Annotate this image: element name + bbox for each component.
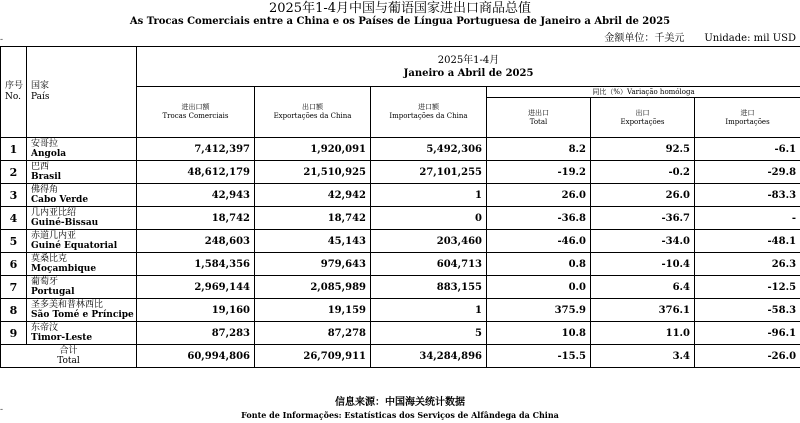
country-name-cn: 几内亚比绍 [31,208,77,218]
col-label-cn: 进出口 [528,108,549,117]
total-trade-value: 60,994,806 [137,345,255,368]
yoy-total-value: 375.9 [487,299,591,322]
country-name-cn: 东帝汶 [31,323,59,333]
table-row [1,299,800,322]
total-label-cn: 合计 [59,346,78,356]
col-label-pt: Exportações da China [273,112,352,120]
total-yoy-total-value: -15.5 [487,345,591,368]
total-yoy-export-value: 3.4 [591,345,695,368]
country-name-cn: 莫桑比克 [31,254,68,264]
col-header-yoy-total [487,98,591,138]
import-value: 0 [371,207,487,230]
page-edge-mark: - [0,405,4,415]
table-row [1,161,800,184]
yoy-import-value: -12.5 [695,276,800,299]
col-header-imports [371,87,487,138]
unit-label-cn: 金额单位：千美元 [604,33,685,44]
col-seq-cn: 序号 [5,81,24,91]
total-label-pt: Total [57,356,80,366]
yoy-total-value: -36.8 [487,207,591,230]
yoy-import-value: -58.3 [695,299,800,322]
yoy-export-value: 92.5 [591,138,695,161]
table-row [1,207,800,230]
source-note-pt: Fonte de Informações: Estatísticas dos Serviços de Alfândega da China [241,410,559,420]
export-value: 21,510,925 [255,161,371,184]
col-label-pt: Trocas Comerciais [162,112,229,120]
row-index: 4 [1,207,27,230]
col-header-country [27,47,137,138]
trade-value: 19,160 [137,299,255,322]
row-index: 3 [1,184,27,207]
country-name-cn: 巴西 [31,162,50,172]
table-body [1,138,800,368]
col-label-cn: 进出口额 [181,103,210,111]
header-row-period [1,47,800,87]
export-value: 45,143 [255,230,371,253]
total-import-value: 34,284,896 [371,345,487,368]
yoy-import-value: -29.8 [695,161,800,184]
country-name-pt: Angola [31,149,67,159]
yoy-import-value: - [695,207,800,230]
col-country-cn: 国家 [31,81,50,91]
row-index: 6 [1,253,27,276]
yoy-total-value: -46.0 [487,230,591,253]
import-value: 883,155 [371,276,487,299]
country-cell [27,207,137,230]
period-header [137,47,800,87]
country-cell [27,138,137,161]
import-value: 27,101,255 [371,161,487,184]
country-cell [27,184,137,207]
yoy-import-value: -83.3 [695,184,800,207]
trade-value: 1,584,356 [137,253,255,276]
table-row [1,322,800,345]
yoy-import-value: -6.1 [695,138,800,161]
import-value: 604,713 [371,253,487,276]
country-cell [27,276,137,299]
import-value: 5,492,306 [371,138,487,161]
yoy-export-value: -0.2 [591,161,695,184]
country-name-pt: Moçambique [31,264,97,274]
col-label-pt: Exportações [620,117,665,126]
source-note-cn: 信息来源：中国海关统计数据 [335,397,465,408]
yoy-export-value: 6.4 [591,276,695,299]
page-edge-mark: - [0,35,4,45]
yoy-export-value: -36.7 [591,207,695,230]
trade-table [0,46,800,368]
country-name-cn: 葡萄牙 [31,277,59,287]
yoy-total-value: 0.8 [487,253,591,276]
yoy-total-value: 26.0 [487,184,591,207]
yoy-export-value: 376.1 [591,299,695,322]
country-name-pt: Brasil [31,172,62,182]
total-yoy-import-value: -26.0 [695,345,800,368]
trade-value: 48,612,179 [137,161,255,184]
trade-value: 42,943 [137,184,255,207]
col-header-yoy-imports [695,98,800,138]
country-name-pt: Portugal [31,287,75,297]
yoy-total-value: -19.2 [487,161,591,184]
yoy-import-value: -96.1 [695,322,800,345]
export-value: 1,920,091 [255,138,371,161]
country-name-pt: São Tomé e Príncipe [31,310,134,320]
country-cell [27,322,137,345]
yoy-export-value: -10.4 [591,253,695,276]
row-index: 1 [1,138,27,161]
table-row [1,184,800,207]
row-index: 7 [1,276,27,299]
trade-value: 2,969,144 [137,276,255,299]
trade-value: 7,412,397 [137,138,255,161]
col-header-yoy-exports [591,98,695,138]
import-value: 5 [371,322,487,345]
col-label-pt: Total [529,117,548,126]
col-label-pt: Importações [725,117,770,126]
unit-line [584,33,796,45]
table-row [1,138,800,161]
import-value: 1 [371,184,487,207]
col-country-pt: País [31,92,50,102]
country-cell [27,299,137,322]
export-value: 18,742 [255,207,371,230]
import-value: 203,460 [371,230,487,253]
report-title-cn: 2025年1-4月中国与葡语国家进出口商品总值 [268,1,532,16]
export-value: 42,942 [255,184,371,207]
table-row [1,276,800,299]
export-value: 19,159 [255,299,371,322]
row-index: 2 [1,161,27,184]
country-cell [27,161,137,184]
table-row [1,253,800,276]
country-name-cn: 圣多美和普林西比 [31,300,104,310]
row-index: 9 [1,322,27,345]
total-label [1,345,137,368]
yoy-export-value: 11.0 [591,322,695,345]
yoy-total-value: 10.8 [487,322,591,345]
yoy-total-value: 0.0 [487,276,591,299]
col-label-cn: 进口额 [418,103,439,111]
table-row [1,230,800,253]
total-row [1,345,800,368]
trade-value: 87,283 [137,322,255,345]
country-name-cn: 安哥拉 [31,139,59,149]
col-label-pt: Importações da China [389,112,468,120]
trade-value: 248,603 [137,230,255,253]
export-value: 2,085,989 [255,276,371,299]
country-cell [27,230,137,253]
col-header-trade [137,87,255,138]
country-name-cn: 佛得角 [31,185,59,195]
col-header-exports [255,87,371,138]
col-label-cn: 进口 [740,108,755,117]
country-name-pt: Cabo Verde [31,195,89,205]
yoy-export-value: -34.0 [591,230,695,253]
unit-label-pt: Unidade: mil USD [704,33,796,44]
yoy-total-value: 8.2 [487,138,591,161]
country-cell [27,253,137,276]
total-export-value: 26,709,911 [255,345,371,368]
yoy-export-value: 26.0 [591,184,695,207]
col-seq-pt: No. [5,92,21,102]
country-name-cn: 赤道几内亚 [31,231,77,241]
col-label-cn: 出口 [635,108,650,117]
period-pt: Janeiro a Abril de 2025 [403,67,534,79]
col-label-cn: 出口额 [302,103,323,111]
period-cn: 2025年1-4月 [437,54,500,66]
country-name-pt: Guiné-Bissau [31,218,99,228]
trade-value: 18,742 [137,207,255,230]
col-header-seq [1,47,27,138]
yoy-import-value: 26.3 [695,253,800,276]
export-value: 979,643 [255,253,371,276]
country-name-pt: Guiné Equatorial [31,241,118,251]
import-value: 1 [371,299,487,322]
yoy-import-value: -48.1 [695,230,800,253]
report-title-pt: As Trocas Comerciais entre a China e os Países de Língua Portuguesa de Janeiro a Abril de 2025 [129,16,671,27]
row-index: 8 [1,299,27,322]
row-index: 5 [1,230,27,253]
export-value: 87,278 [255,322,371,345]
yoy-group-header: 同比（%）Variação homóloga [487,87,800,98]
country-name-pt: Timor-Leste [31,333,93,343]
